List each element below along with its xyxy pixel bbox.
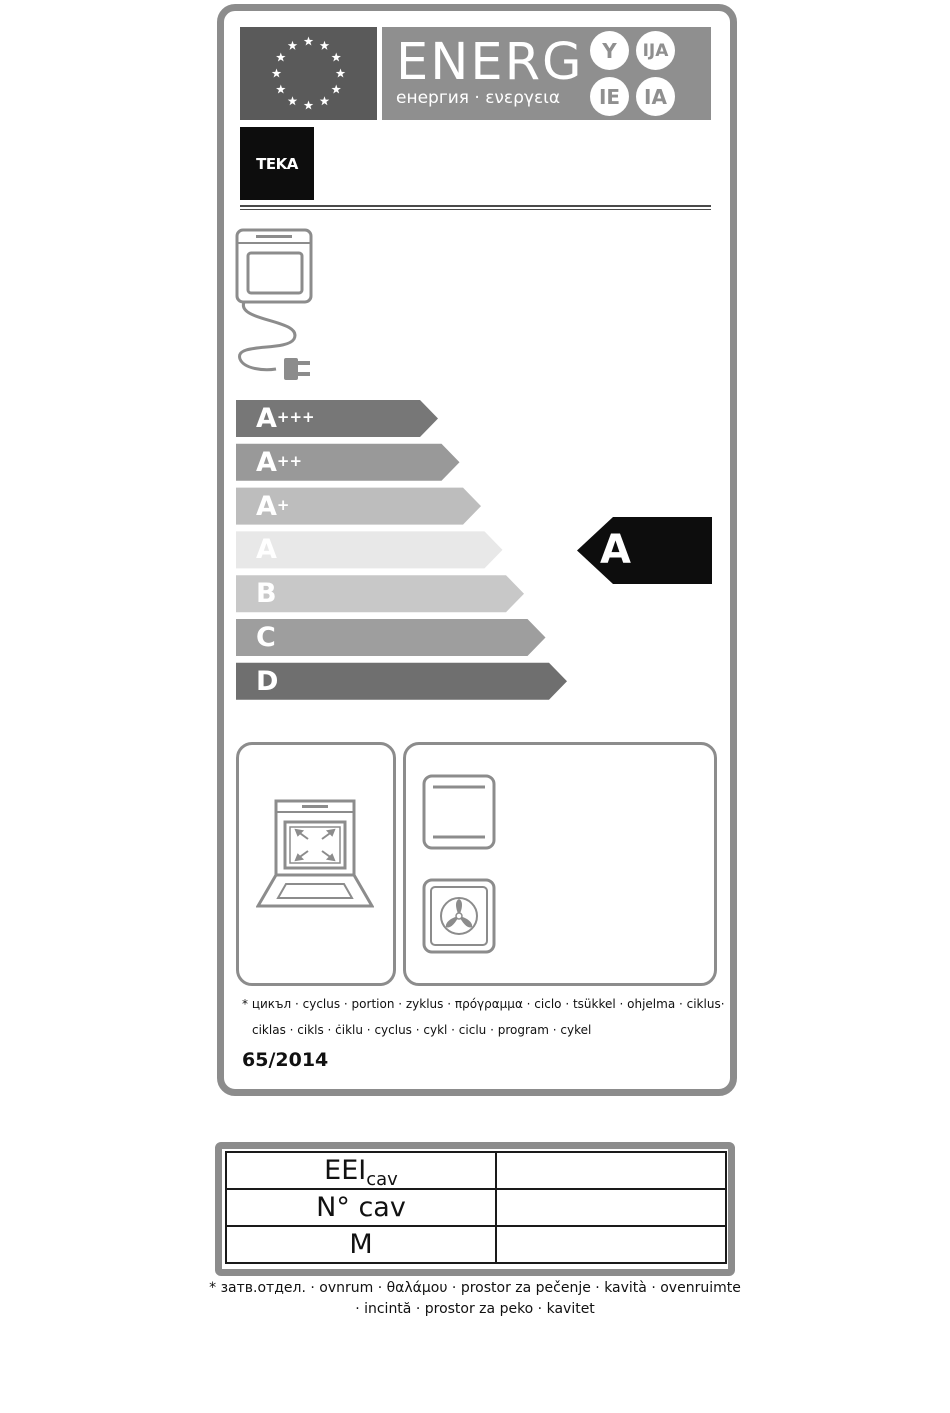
brand-logo: TEKA (240, 127, 314, 200)
regulation-number: 65/2014 (242, 1049, 329, 1071)
cycle-footnote-line2: ciklas · cikls · ċiklu · cyclus · cykl · ciclu · program · cykel (252, 1023, 592, 1037)
electric-oven-icon (234, 227, 316, 383)
energy-class-plus: ++ (276, 451, 303, 470)
table-key-m: M (226, 1226, 496, 1263)
oven-cavity-icon (256, 798, 374, 910)
energy-class-letter: A (256, 403, 277, 434)
energy-class-label (236, 488, 289, 526)
eu-flag-icon (240, 27, 377, 120)
rating-arrow (577, 517, 712, 584)
conventional-heating-icon (421, 773, 499, 851)
flag-star (331, 85, 341, 94)
data-table (225, 1151, 727, 1264)
cycle-footnote-line1: * цикъл · cyclus · portion · zyklus · πρόγραμμα · ciclo · tsükkel · ohjelma · ciklus· (242, 997, 725, 1011)
flag-star (320, 41, 330, 50)
energy-class-plus: + (276, 495, 290, 514)
energy-class-letter: D (256, 665, 279, 697)
energy-word: ENERG (396, 33, 584, 92)
header-divider (240, 205, 711, 207)
energy-class-label (236, 531, 277, 569)
table-key-ncav: N° cav (226, 1189, 496, 1226)
language-badge-ia: IA (636, 77, 675, 116)
flag-star (288, 96, 298, 105)
energy-class-arrow (236, 663, 567, 700)
eei-label: EEI (324, 1155, 367, 1186)
flag-star (304, 101, 314, 110)
header-divider-thin (240, 209, 711, 210)
energy-class-letter: C (256, 622, 276, 653)
energy-class-letter: A (256, 534, 277, 566)
energy-class-label (236, 575, 277, 613)
eu-flag (240, 27, 377, 120)
table-value-ncav (496, 1189, 726, 1226)
energy-class-arrow (236, 619, 546, 656)
language-badge-ija: IJA (636, 31, 675, 70)
flag-star (304, 37, 314, 46)
flag-star (331, 53, 341, 62)
table-row (226, 1189, 726, 1226)
energy-class-label (236, 444, 302, 482)
cavity-footnote-line1: * затв.отдел. · ovnrum · θαλάμου · prostor za pečenje · kavità · ovenruimte (209, 1280, 741, 1296)
rating-class: A (600, 527, 631, 573)
table-value-m (496, 1226, 726, 1263)
flag-star (272, 69, 282, 78)
table-row (226, 1226, 726, 1263)
energy-class-label (236, 619, 276, 657)
flag-star (320, 96, 330, 105)
energy-class-label (236, 663, 278, 701)
cavity-footnote-line2: · incintă · prostor za peko · kavitet (355, 1301, 595, 1317)
fan-forced-icon (421, 877, 499, 955)
language-badge-y: Y (590, 31, 629, 70)
flag-star (336, 69, 346, 78)
table-key-eei (226, 1152, 496, 1189)
energy-class-letter: B (256, 578, 277, 610)
energy-class-label (236, 400, 315, 438)
energy-class-arrow (236, 575, 524, 612)
energy-class-letter: A (256, 446, 277, 478)
energy-class-letter: A (256, 490, 277, 522)
flag-star (288, 41, 298, 50)
energy-class-plus: +++ (276, 408, 315, 426)
flag-star (276, 53, 286, 62)
energy-subtitle: енергия · ενεργεια (396, 88, 561, 108)
eei-subscript: cav (366, 1169, 398, 1190)
table-value-eei (496, 1152, 726, 1189)
language-badge-ie: IE (590, 77, 629, 116)
flag-star (276, 85, 286, 94)
table-row (226, 1152, 726, 1189)
